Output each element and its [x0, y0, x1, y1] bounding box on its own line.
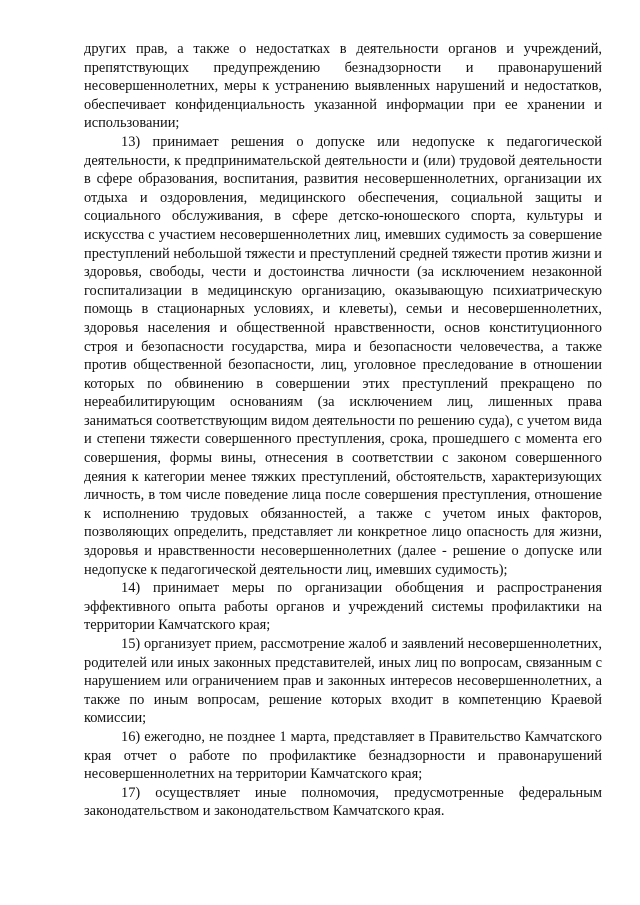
- paragraph-item-13: 13) принимает решения о допуске или недопуске к педагогической деятельности, к предпринимательской деятельности и (или) трудовой деятельности в сфере образования, воспитания, развития несовершеннолетних, организации их отдыха и оздоровления, медицинского обеспечения, социальной защиты и социального обслуживания, в сфере детско-юношеского спорта, культуры и искусства с участием несовершеннолетних лиц, имевших судимость за совершение преступлений небольшой тяжести и преступлений средней тяжести против жизни и здоровья, свободы, чести и достоинства личности (за исключением незаконной госпитализации в медицинскую организацию, оказывающую психиатрическую помощь в стационарных условиях, и клеветы), семьи и несовершеннолетних, здоровья населения и общественной нравственности, основ конституционного строя и безопасности государства, мира и безопасности человечества, а также против общественной безопасности, лиц, уголовное преследование в отношении которых по обвинению в совершении этих преступлений прекращено по нереабилитирующим основаниям (за исключением лиц, лишенных права заниматься соответствующим видом деятельности по решению суда), с учетом вида и степени тяжести совершенного преступления, срока, прошедшего с момента его совершения, формы вины, отнесения в соответствии с законом совершенного деяния к категории менее тяжких преступлений, обстоятельств, характеризующих личность, в том числе поведение лица после совершения преступления, отношение к исполнению трудовых обязанностей, а также с учетом иных факторов, позволяющих определить, представляет ли конкретное лицо опасность для жизни, здоровья и нравственности несовершеннолетних (далее - решение о допуске или недопуске к педагогической деятельности лиц, имевших судимость);: [84, 133, 602, 578]
- paragraph-item-17: 17) осуществляет иные полномочия, предусмотренные федеральным законодательством и законодательством Камчатского края.: [84, 784, 602, 820]
- paragraph-item-14: 14) принимает меры по организации обобщения и распространения эффективного опыта работы органов и учреждений системы профилактики на территории Камчатского края;: [84, 580, 602, 634]
- paragraph-item-16: 16) ежегодно, не позднее 1 марта, представляет в Правительство Камчатского края отчет о работе по профилактике безнадзорности и правонарушений несовершеннолетних на территории Камчатского края;: [84, 728, 602, 783]
- paragraph-item-15: 15) организует прием, рассмотрение жалоб и заявлений несовершеннолетних, родителей или иных законных представителей, иных лиц по вопросам, связанным с нарушением или ограничением прав и законных интересов несовершеннолетних, а также по иным вопросам, решение которых входит в компетенцию Краевой комиссии;: [84, 636, 602, 727]
- document-page: [84, 40, 602, 821]
- paragraph-continuation: других прав, а также о недостатках в деятельности органов и учреждений, препятствующих предупреждению безнадзорности и правонарушений несовершеннолетних, меры к устранению выявленных нарушений и недостатков, обеспечивает конфиденциальность указанной информации при ее хранении и использовании;: [84, 41, 602, 132]
